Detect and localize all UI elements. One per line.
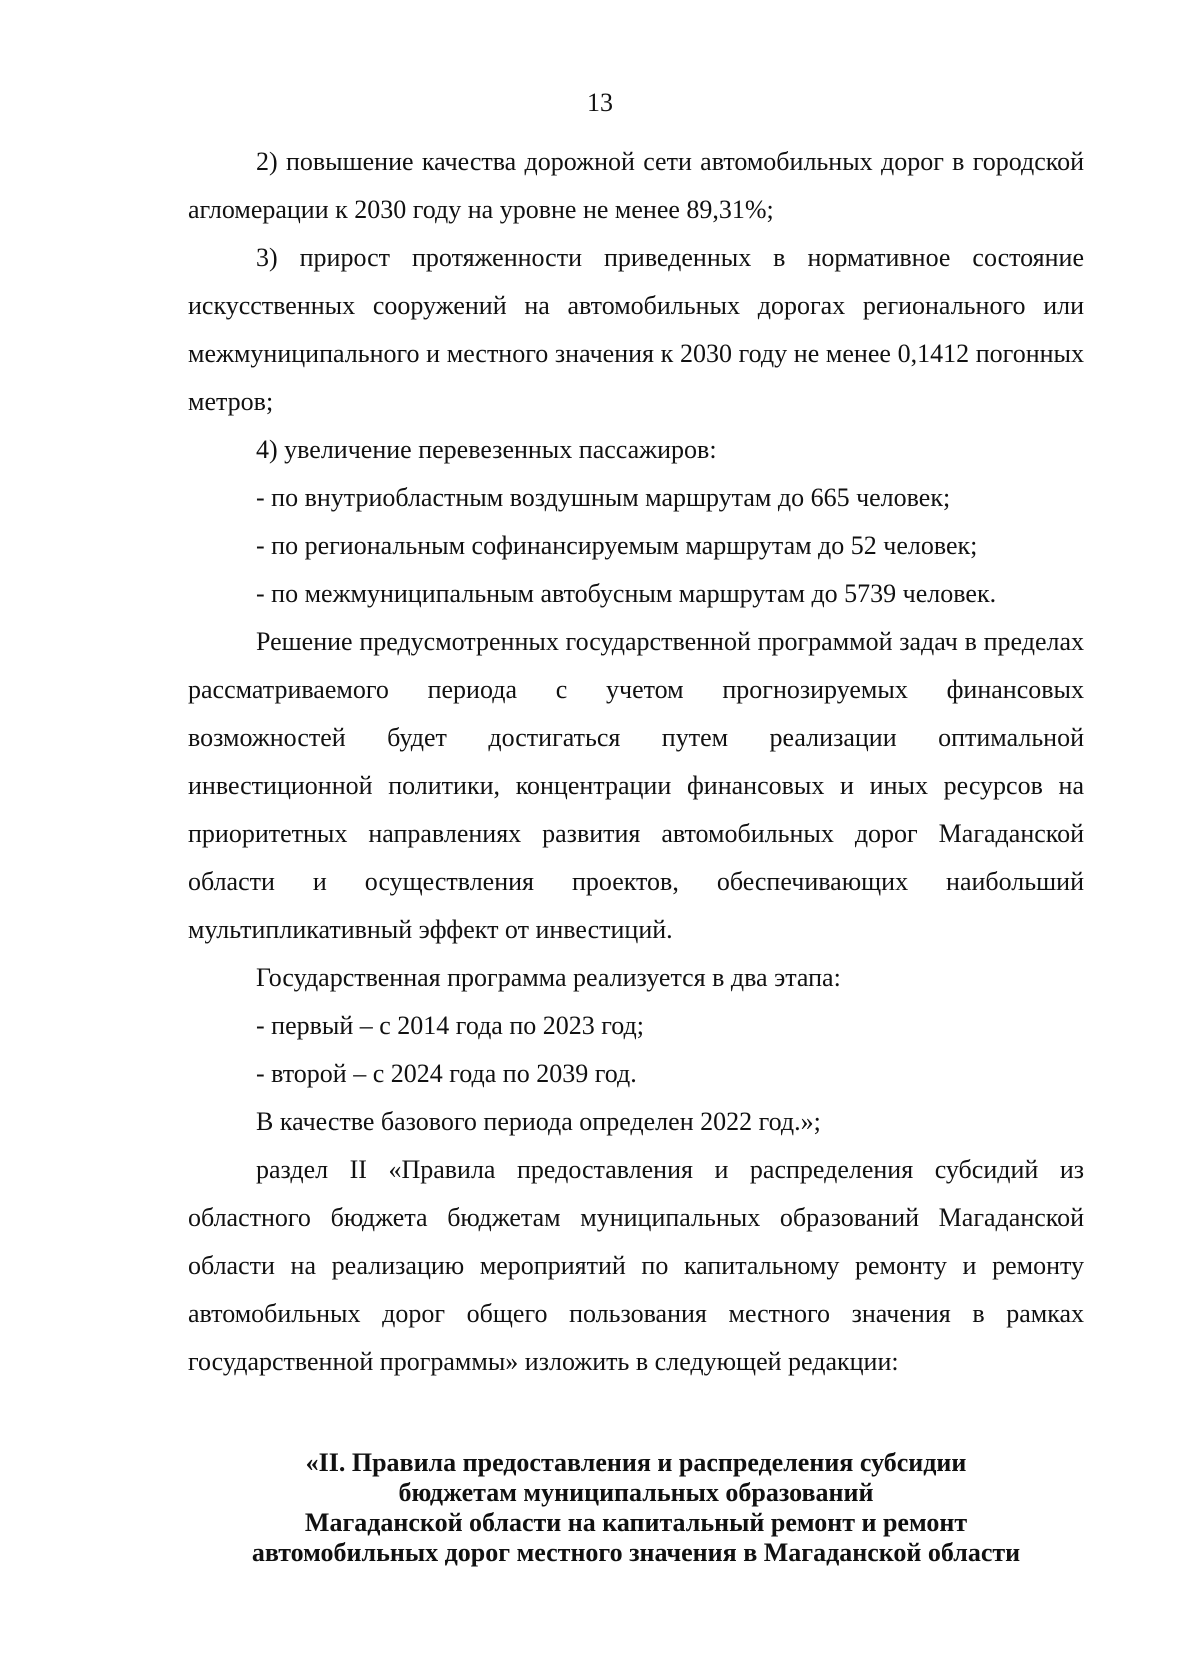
list-item-air-routes: - по внутриобластным воздушным маршрутам до 665 человек;	[256, 483, 951, 512]
body-text	[188, 138, 1084, 1386]
page-number: 13	[587, 88, 613, 117]
list-item-stage-one: - первый – с 2014 года по 2023 год;	[256, 1011, 644, 1040]
paragraph-section-two: раздел II «Правила предоставления и распределения субсидий из областного бюджета бюджетам муниципальных образований Магаданской области на реализацию мероприятий по капитальному ремонту и ремонту автомобильных дорог общего пользования местного значения в рамках государственной программы» изложить в следующей редакции:	[188, 1155, 1084, 1376]
paragraph-structures-growth: 3) прирост протяженности приведенных в нормативное состояние искусственных сооружений на автомобильных дорогах регионального или межмуниципального и местного значения к 2030 году не менее 0,1412 погонных метров;	[188, 243, 1084, 416]
paragraph-road-quality: 2) повышение качества дорожной сети автомобильных дорог в городской агломерации к 2030 году на уровне не менее 89,31%;	[188, 147, 1084, 224]
list-item-stage-two: - второй – с 2024 года по 2039 год.	[256, 1059, 637, 1088]
list-item-bus-routes: - по межмуниципальным автобусным маршрутам до 5739 человек.	[256, 579, 997, 608]
heading-line: автомобильных дорог местного значения в Магаданской области	[251, 1538, 1021, 1567]
heading-line: бюджетам муниципальных образований	[398, 1478, 874, 1507]
section-heading	[188, 1448, 1084, 1568]
heading-line: «II. Правила предоставления и распределения субсидии	[305, 1448, 967, 1477]
paragraph-stages: Государственная программа реализуется в два этапа:	[256, 963, 841, 992]
paragraph-passengers: 4) увеличение перевезенных пассажиров:	[256, 435, 717, 464]
heading-line: Магаданской области на капитальный ремонт и ремонт	[304, 1508, 968, 1537]
paragraph-tasks-solution: Решение предусмотренных государственной программой задач в пределах рассматриваемого периода с учетом прогнозируемых финансовых возможностей будет достигаться путем реализации оптимальной инвестиционной политики, концентрации финансовых и иных ресурсов на приоритетных направлениях развития автомобильных дорог Магаданской области и осуществления проектов, обеспечивающих наибольший мультипликативный эффект от инвестиций.	[188, 627, 1084, 944]
paragraph-base-period: В качестве базового периода определен 2022 год.»;	[256, 1107, 821, 1136]
list-item-regional-routes: - по региональным софинансируемым маршрутам до 52 человек;	[256, 531, 978, 560]
